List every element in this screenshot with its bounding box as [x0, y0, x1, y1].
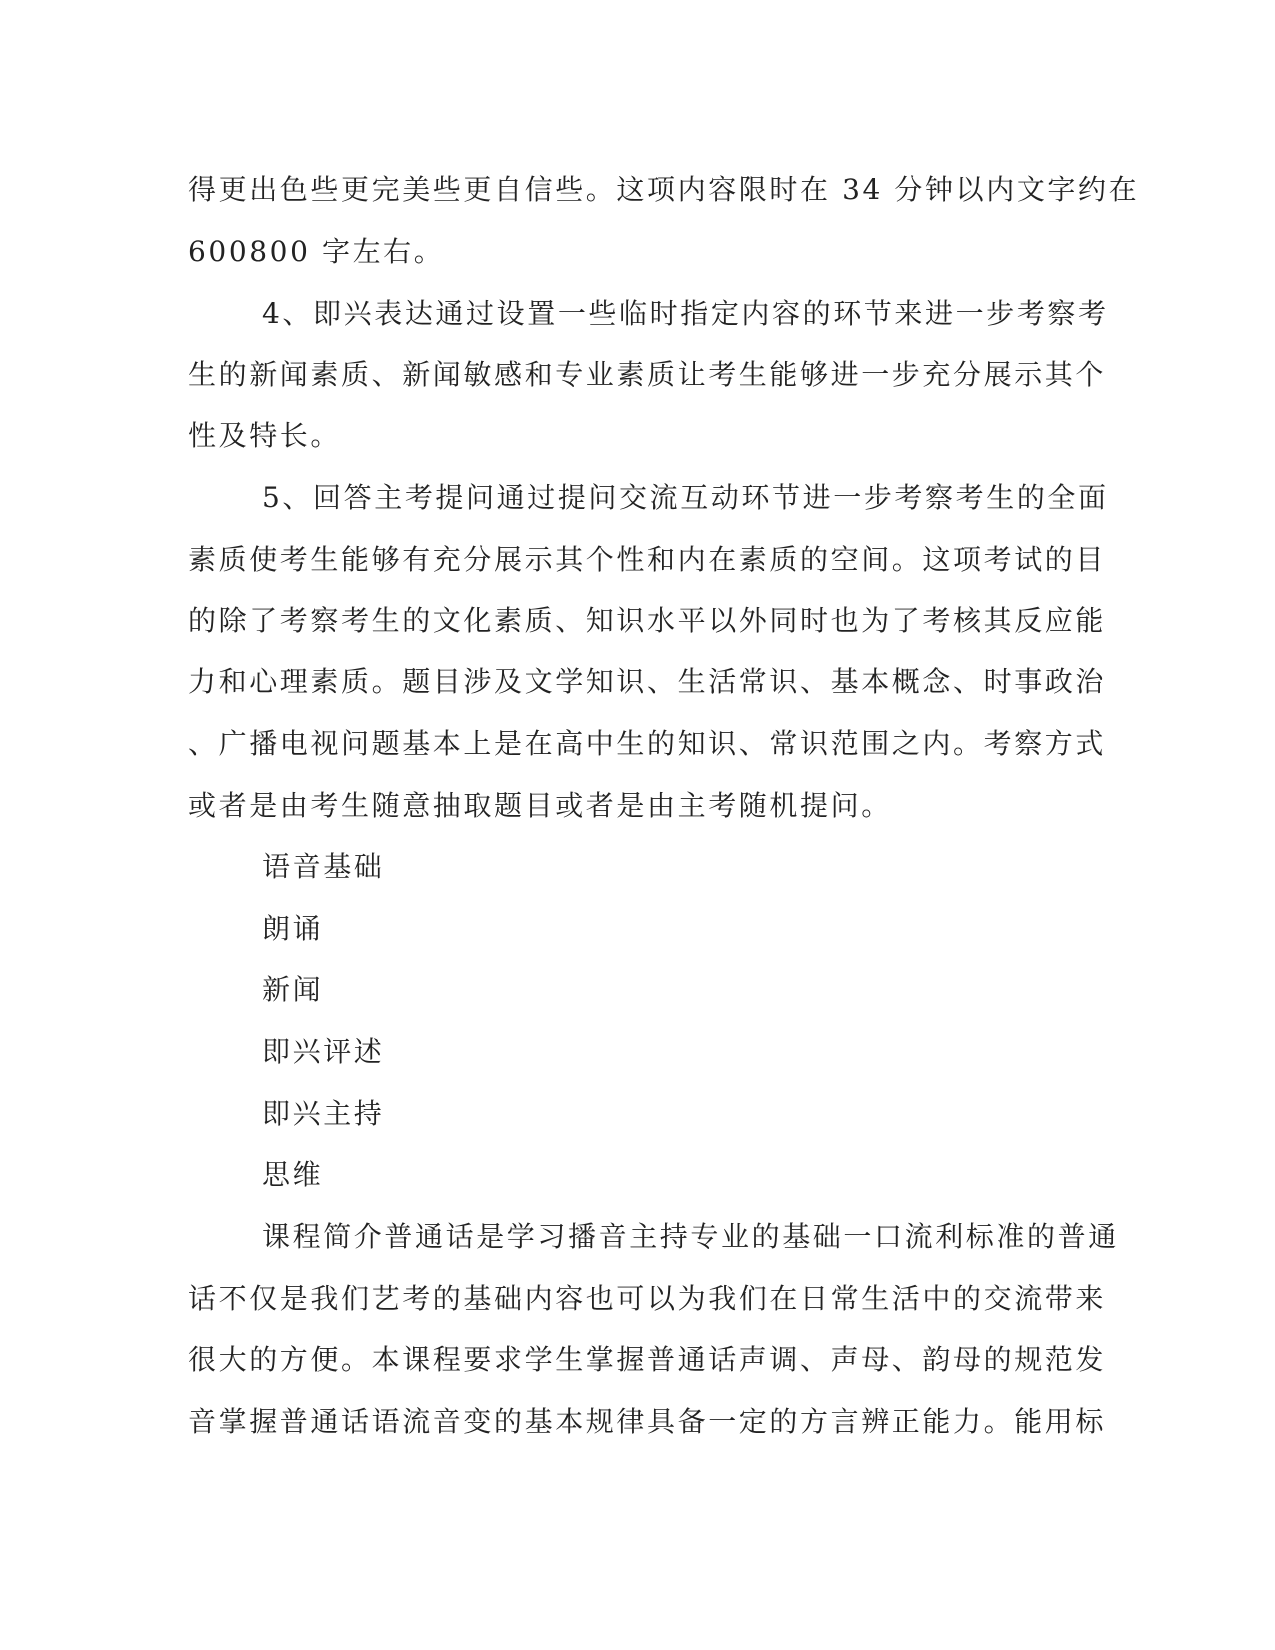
paragraph-line: 课程简介普通话是学习播音主持专业的基础一口流利标准的普通: [262, 1220, 1119, 1253]
paragraph-line: 5、回答主考提问通过提问交流互动环节进一步考察考生的全面: [262, 481, 1109, 514]
paragraph-line: 性及特长。: [188, 419, 342, 452]
paragraph-line: 很大的方便。本课程要求学生掌握普通话声调、声母、韵母的规范发: [188, 1343, 1107, 1376]
list-item: 朗诵: [262, 912, 324, 945]
paragraph-line: 素质使考生能够有充分展示其个性和内在素质的空间。这项考试的目: [188, 543, 1107, 576]
paragraph-line: 、广播电视问题基本上是在高中生的知识、常识范围之内。考察方式: [188, 727, 1107, 760]
paragraph-line: 或者是由考生随意抽取题目或者是由主考随机提问。: [188, 789, 892, 822]
list-item: 语音基础: [262, 850, 385, 883]
paragraph-line: 4、即兴表达通过设置一些临时指定内容的环节来进一步考察考: [262, 297, 1109, 330]
paragraph-line: 得更出色些更完美些更自信些。这项内容限时在 34 分钟以内文字约在: [188, 173, 1140, 206]
list-item: 即兴评述: [262, 1035, 385, 1068]
paragraph-line: 的除了考察考生的文化素质、知识水平以外同时也为了考核其反应能: [188, 604, 1107, 637]
list-item: 即兴主持: [262, 1097, 385, 1130]
paragraph-line: 音掌握普通话语流音变的基本规律具备一定的方言辨正能力。能用标: [188, 1405, 1107, 1438]
list-item: 思维: [262, 1158, 324, 1191]
paragraph-line: 生的新闻素质、新闻敏感和专业素质让考生能够进一步充分展示其个: [188, 358, 1107, 391]
list-item: 新闻: [262, 973, 324, 1006]
paragraph-line: 600800 字左右。: [188, 235, 445, 268]
paragraph-line: 力和心理素质。题目涉及文学知识、生活常识、基本概念、时事政治: [188, 665, 1107, 698]
paragraph-line: 话不仅是我们艺考的基础内容也可以为我们在日常生活中的交流带来: [188, 1282, 1107, 1315]
